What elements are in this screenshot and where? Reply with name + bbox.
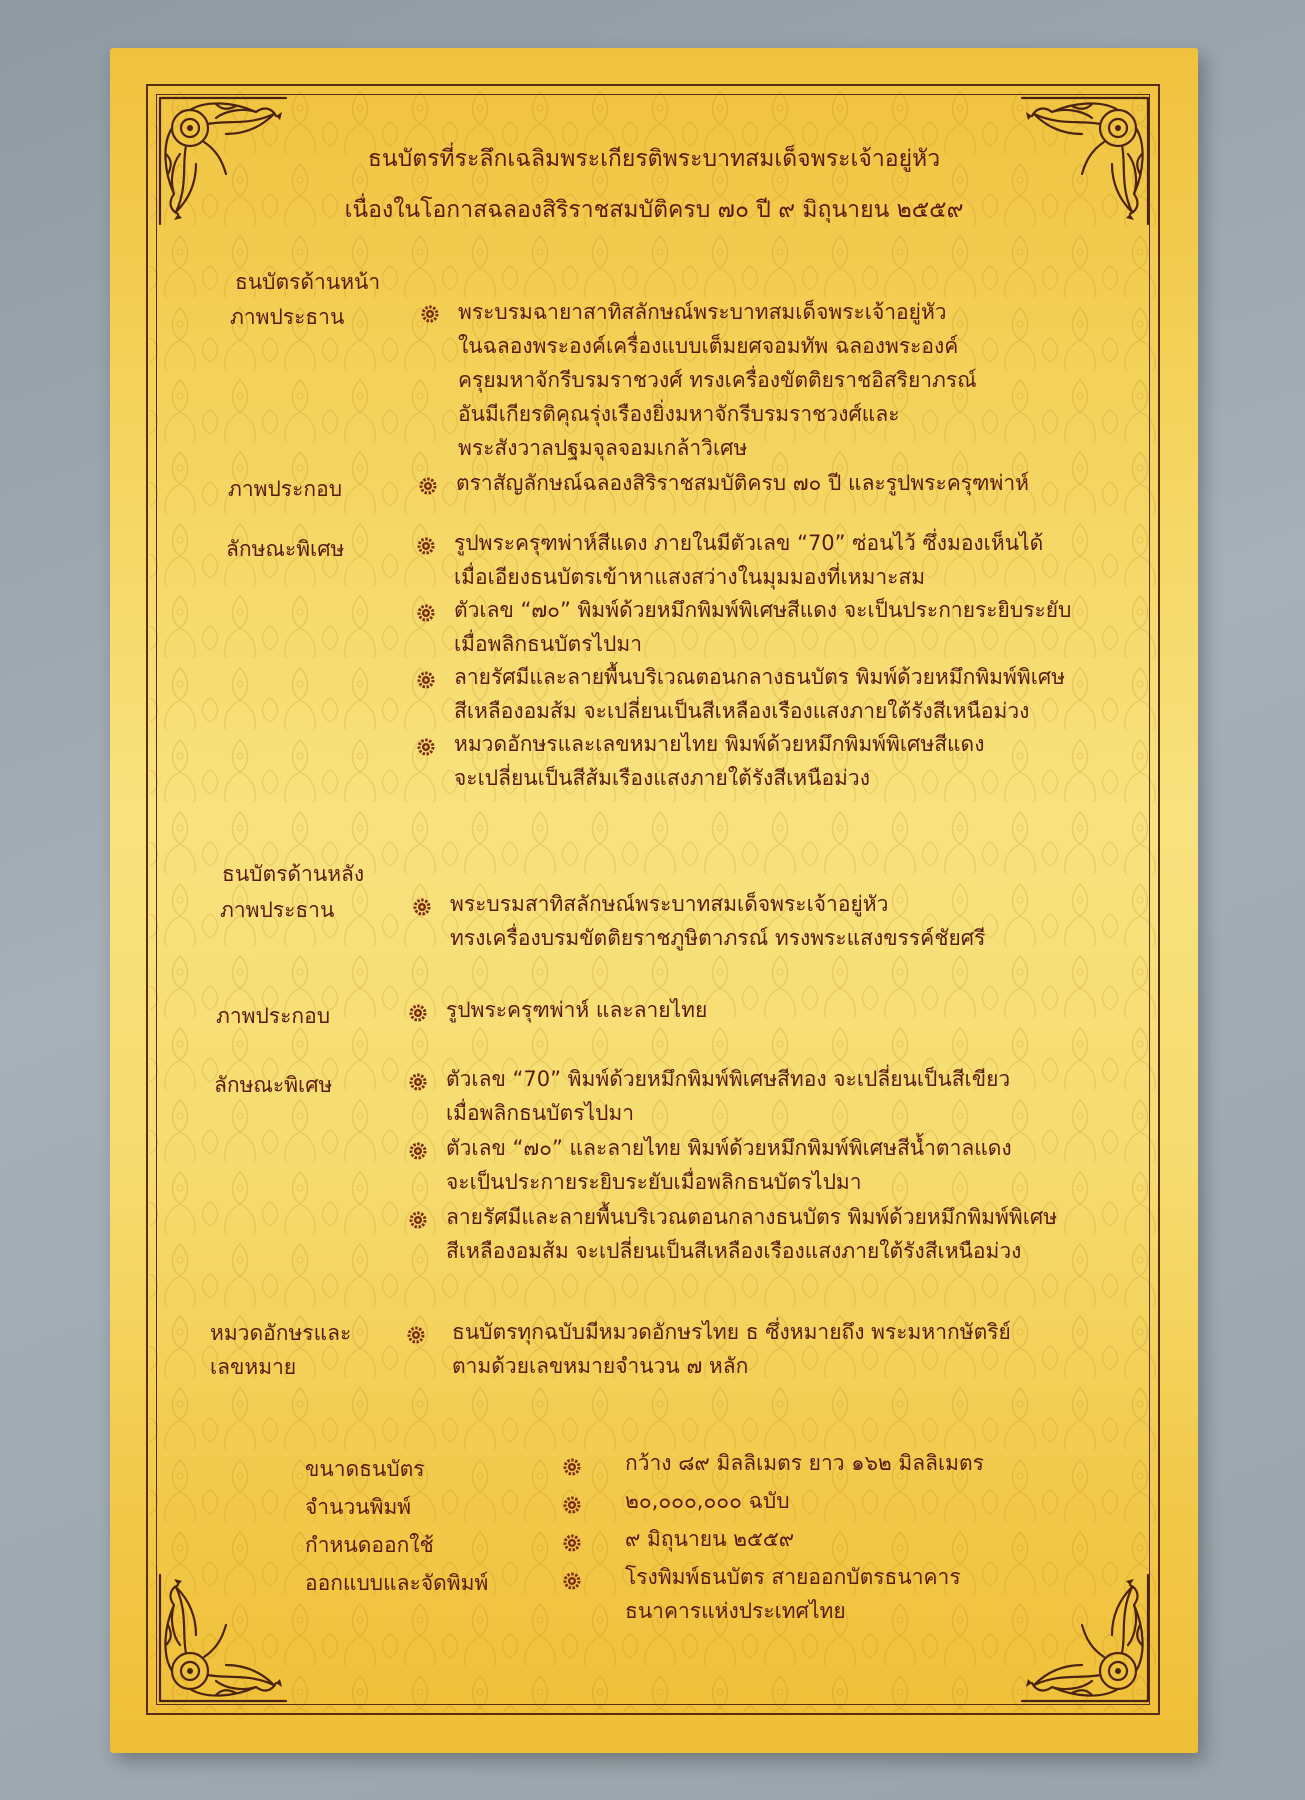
bullet-icon (406, 1325, 426, 1345)
bullet-icon (408, 1003, 428, 1023)
serial-label (210, 1316, 351, 1384)
back-special-item-2 (446, 1131, 1012, 1199)
front-special-label: ลักษณะพิเศษ (226, 537, 345, 561)
spec-value-line: ธนาคารแห่งประเทศไทย (625, 1599, 846, 1623)
spec-value-size: กว้าง ๘๙ มิลลิเมตร ยาว ๑๖๒ มิลลิเมตร (625, 1451, 984, 1475)
special-line: สีเหลืองอมส้ม จะเปลี่ยนเป็นสีเหลืองเรืองแสงภายใต้รังสีเหนือม่วง (454, 699, 1030, 723)
spec-label-size: ขนาดธนบัตร (305, 1457, 425, 1481)
front-comp-label: ภาพประกอบ (228, 477, 343, 501)
special-line: ตัวเลข “๗๐” พิมพ์ด้วยหมึกพิมพ์พิเศษสีแดง จะเป็นประกายระยิบระยับ (454, 598, 1072, 622)
bullet-icon (412, 897, 432, 917)
special-line: หมวดอักษรและเลขหมายไทย พิมพ์ด้วยหมึกพิมพ์พิเศษสีแดง (454, 732, 985, 756)
bullet-icon (420, 304, 440, 324)
front-special-item-1 (454, 526, 1043, 594)
bullet-icon (416, 603, 436, 623)
special-line: จะเปลี่ยนเป็นสีส้มเรืองแสงภายใต้รังสีเหนือม่วง (454, 766, 870, 790)
front-main-text (458, 295, 977, 465)
special-line: เมื่อเอียงธนบัตรเข้าหาแสงสว่างในมุมมองที่เหมาะสม (454, 565, 926, 589)
special-line: ลายรัศมีและลายพื้นบริเวณตอนกลางธนบัตร พิมพ์ด้วยหมึกพิมพ์พิเศษ (454, 665, 1066, 689)
back-main-line: พระบรมสาทิสลักษณ์พระบาทสมเด็จพระเจ้าอยู่หัว (450, 892, 889, 916)
back-comp-label: ภาพประกอบ (216, 1004, 331, 1028)
back-comp-text: รูปพระครุฑพ่าห์ และลายไทย (446, 998, 708, 1022)
special-line: ตัวเลข “70” พิมพ์ด้วยหมึกพิมพ์พิเศษสีทอง จะเปลี่ยนเป็นสีเขียว (446, 1067, 1011, 1091)
front-special-item-2 (454, 593, 1071, 661)
bullet-icon (562, 1571, 582, 1591)
serial-text (452, 1315, 1011, 1383)
spec-value-designer (625, 1560, 961, 1628)
spec-value-quantity: ๒๐,๐๐๐,๐๐๐ ฉบับ (625, 1489, 790, 1513)
bullet-icon (562, 1495, 582, 1515)
spec-value-issue-date: ๙ มิถุนายน ๒๕๕๙ (625, 1527, 795, 1551)
front-main-line: ครุยมหาจักรีบรมราชวงศ์ ทรงเครื่องขัตติยราชอิสริยาภรณ์ (458, 368, 977, 392)
front-special-item-4 (454, 727, 984, 795)
corner-ornament-bottom-right (1012, 1565, 1152, 1705)
spec-label-quantity: จำนวนพิมพ์ (305, 1495, 412, 1519)
spec-label-issue-date: กำหนดออกใช้ (305, 1533, 434, 1557)
front-main-line: อันมีเกียรติคุณรุ่งเรืองยิ่งมหาจักรีบรมราชวงศ์และ (458, 402, 900, 426)
serial-line: ธนบัตรทุกฉบับมีหมวดอักษรไทย ธ ซึ่งหมายถึง พระมหากษัตริย์ (452, 1320, 1011, 1344)
special-line: เมื่อพลิกธนบัตรไปมา (454, 632, 643, 656)
back-special-item-1 (446, 1062, 1010, 1130)
front-main-line: พระสังวาลปฐมจุลจอมเกล้าวิเศษ (458, 436, 748, 460)
front-special-item-3 (454, 660, 1065, 728)
bullet-icon (408, 1072, 428, 1092)
bullet-icon (416, 737, 436, 757)
special-line: สีเหลืองอมส้ม จะเปลี่ยนเป็นสีเหลืองเรืองแสงภายใต้รังสีเหนือม่วง (446, 1239, 1022, 1263)
special-line: ตัวเลข “๗๐” และลายไทย พิมพ์ด้วยหมึกพิมพ์พิเศษสีน้ำตาลแดง (446, 1136, 1012, 1160)
bullet-icon (408, 1210, 428, 1230)
front-main-line: พระบรมฉายาสาทิสลักษณ์พระบาทสมเด็จพระเจ้าอยู่หัว (458, 300, 947, 324)
corner-ornament-bottom-left (156, 1565, 296, 1705)
title-line-1: ธนบัตรที่ระลึกเฉลิมพระเกียรติพระบาทสมเด็จพระเจ้าอยู่หัว (367, 146, 941, 172)
bullet-icon (562, 1533, 582, 1553)
special-line: จะเป็นประกายระยิบระยับเมื่อพลิกธนบัตรไปมา (446, 1170, 862, 1194)
serial-label-line: เลขหมาย (210, 1355, 297, 1379)
special-line: เมื่อพลิกธนบัตรไปมา (446, 1101, 635, 1125)
special-line: รูปพระครุฑพ่าห์สีแดง ภายในมีตัวเลข “70” ซ่อนไว้ ซึ่งมองเห็นได้ (454, 531, 1044, 555)
front-comp-text: ตราสัญลักษณ์ฉลองสิริราชสมบัติครบ ๗๐ ปี และรูปพระครุฑพ่าห์ (456, 471, 1029, 495)
bullet-icon (408, 1141, 428, 1161)
serial-line: ตามด้วยเลขหมายจำนวน ๗ หลัก (452, 1354, 749, 1378)
title-line-2: เนื่องในโอกาสฉลองสิริราชสมบัติครบ ๗๐ ปี ๙ มิถุนายน ๒๕๕๙ (344, 197, 964, 223)
spec-value-line: โรงพิมพ์ธนบัตร สายออกบัตรธนาคาร (625, 1565, 961, 1589)
serial-label-line: หมวดอักษรและ (210, 1321, 352, 1345)
special-line: ลายรัศมีและลายพื้นบริเวณตอนกลางธนบัตร พิมพ์ด้วยหมึกพิมพ์พิเศษ (446, 1205, 1058, 1229)
bullet-icon (416, 670, 436, 690)
bullet-icon (562, 1457, 582, 1477)
back-special-label: ลักษณะพิเศษ (214, 1073, 333, 1097)
bullet-icon (416, 536, 436, 556)
front-main-label: ภาพประธาน (230, 305, 345, 329)
back-special-item-3 (446, 1200, 1057, 1268)
back-main-text (450, 887, 985, 955)
back-main-line: ทรงเครื่องบรมขัตติยราชภูษิตาภรณ์ ทรงพระแสงขรรค์ชัยศรี (450, 926, 986, 950)
spec-label-designer: ออกแบบและจัดพิมพ์ (305, 1571, 489, 1595)
front-heading: ธนบัตรด้านหน้า (235, 270, 381, 294)
back-main-label: ภาพประธาน (220, 898, 335, 922)
souvenir-banknote-card (110, 48, 1198, 1753)
bullet-icon (418, 476, 438, 496)
back-heading: ธนบัตรด้านหลัง (222, 862, 365, 886)
front-main-line: ในฉลองพระองค์เครื่องแบบเต็มยศจอมทัพ ฉลองพระองค์ (458, 334, 959, 358)
